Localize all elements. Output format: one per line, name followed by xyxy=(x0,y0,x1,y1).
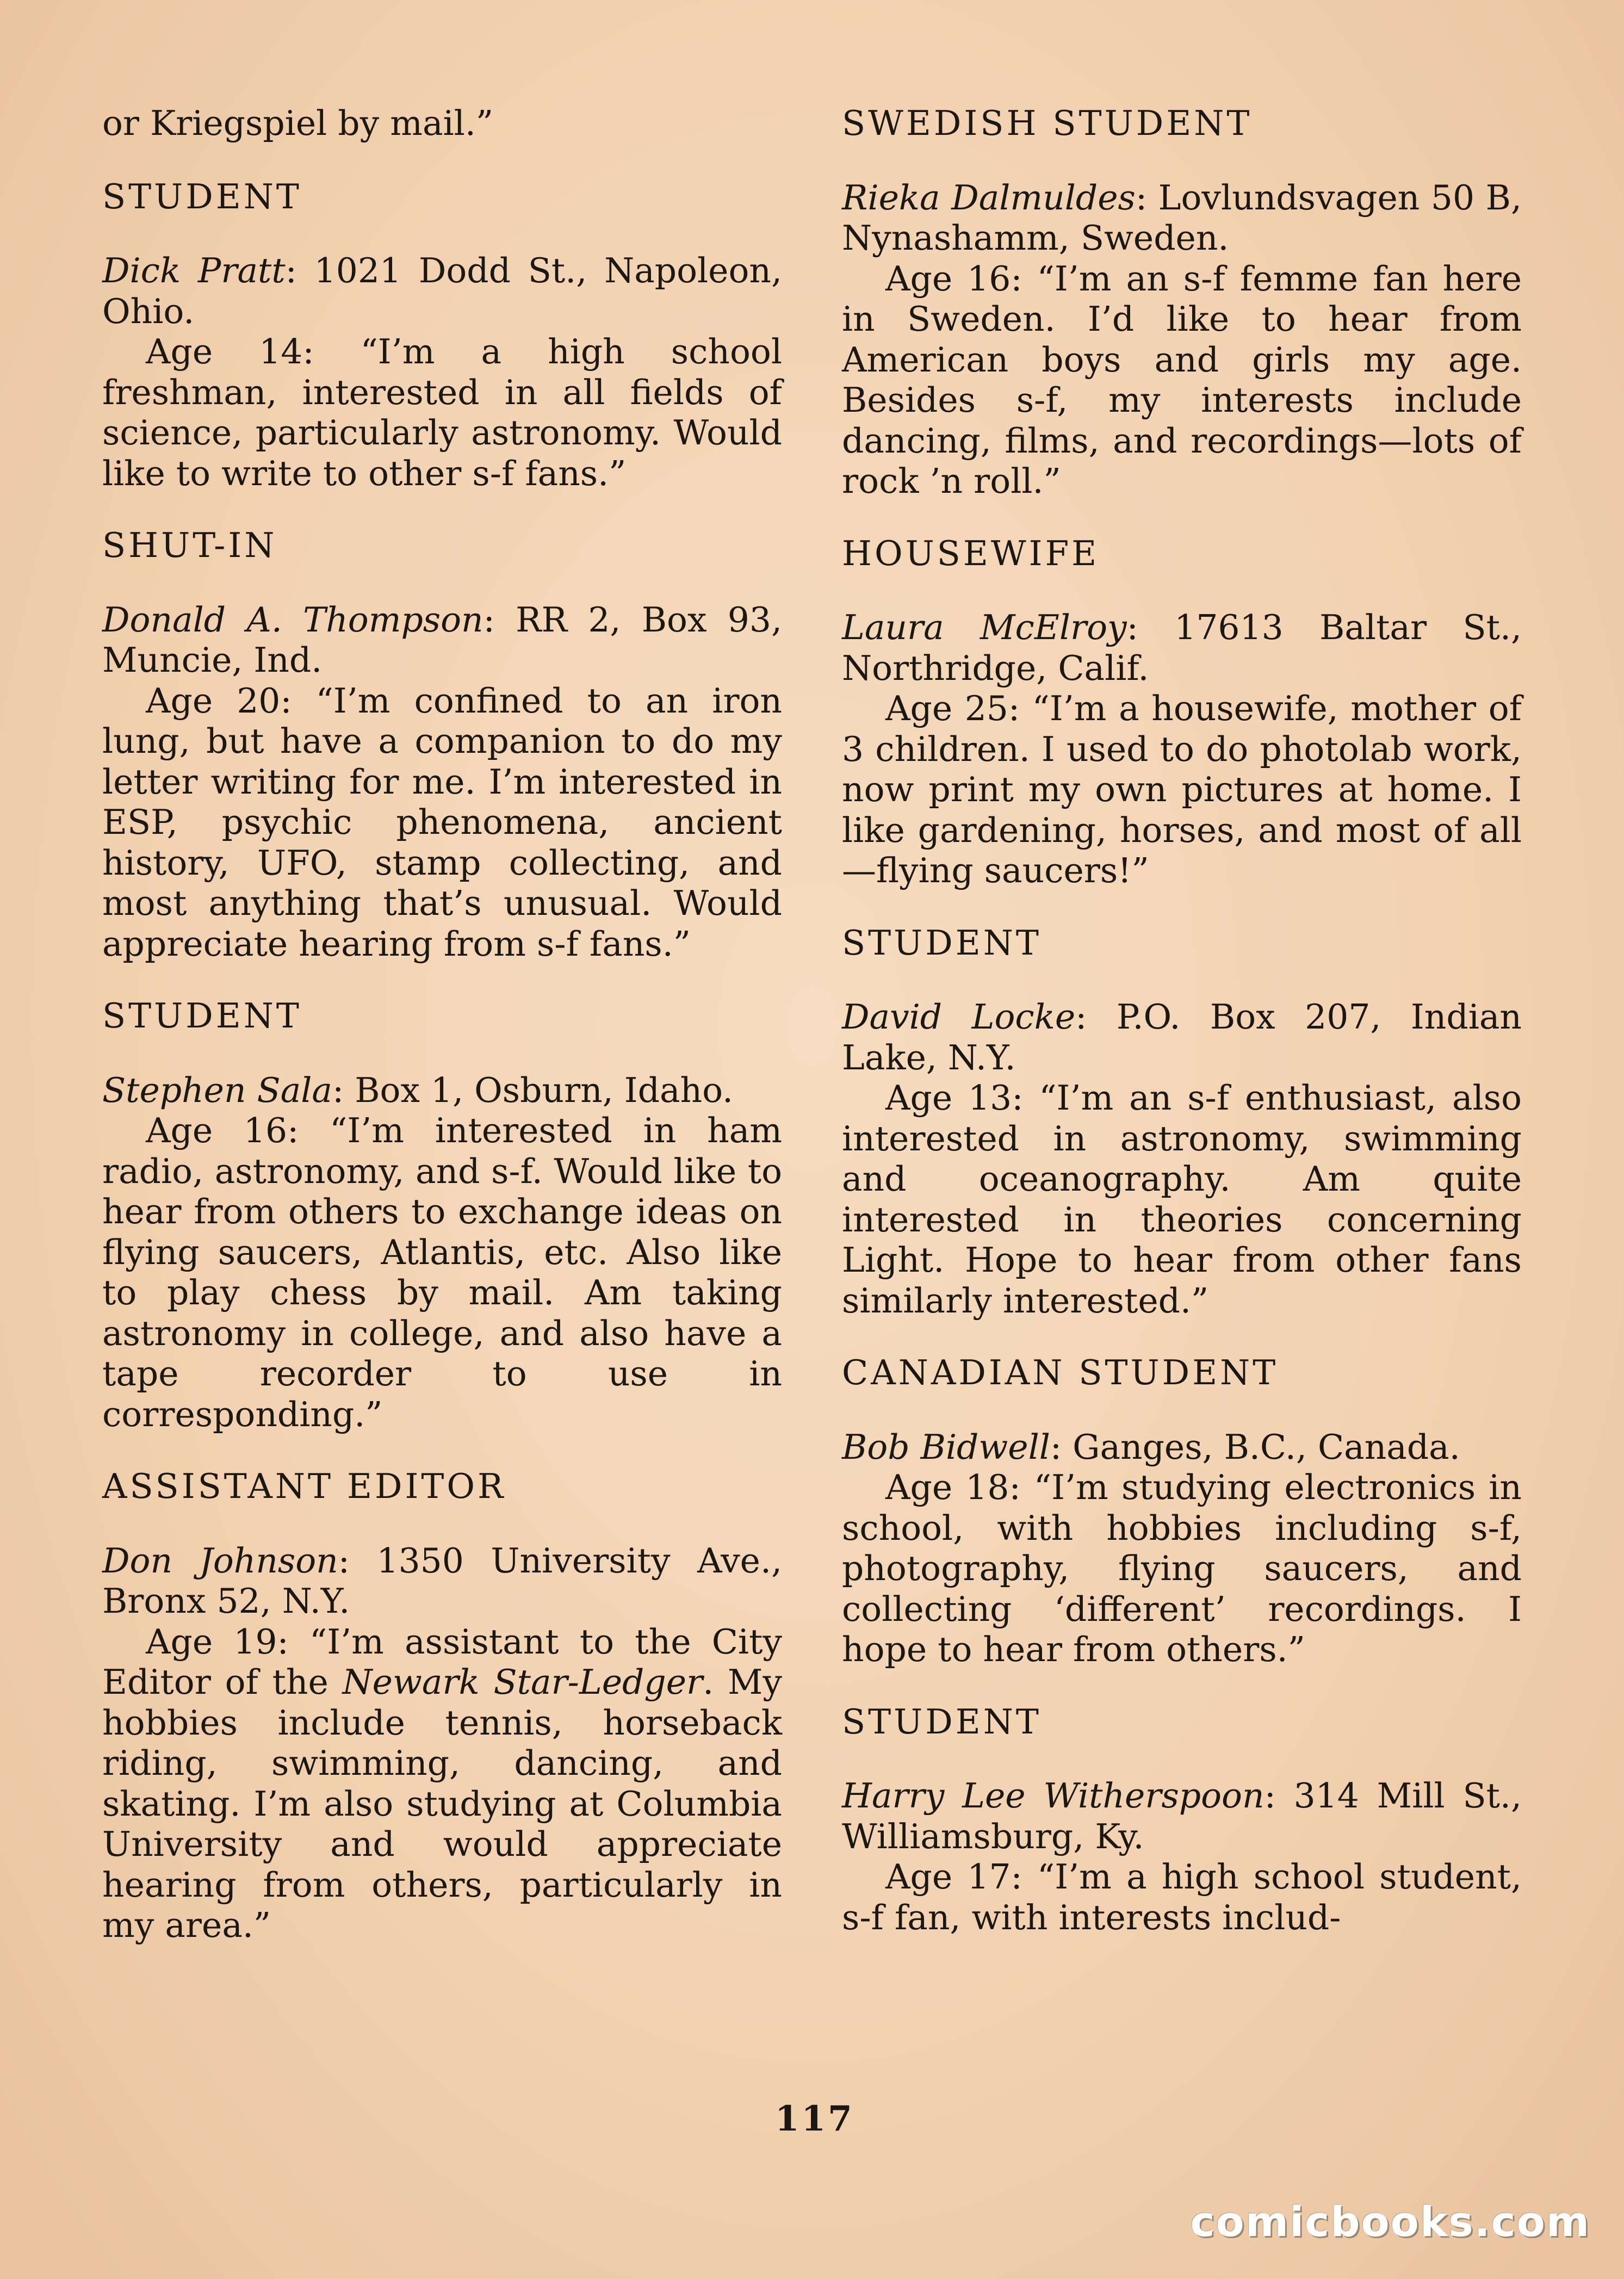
entry-name: Bob Bidwell xyxy=(842,1427,1050,1467)
entry-body xyxy=(102,1622,782,1946)
right-column xyxy=(842,103,1522,1970)
entry-address-line xyxy=(842,608,1522,689)
entry-name: Don Johnson xyxy=(102,1540,338,1581)
entry-address: : P.O. Box 207, Indian Lake, N.Y. xyxy=(842,997,1522,1077)
entry-heading: ASSISTANT EDITOR xyxy=(102,1466,506,1506)
entry-address: : Box 1, Osburn, Idaho. xyxy=(332,1070,733,1110)
entry-body-text: Age 19: “I’m assistant to the City Editor of the xyxy=(102,1621,782,1702)
entry-address: : 1350 University Ave., Bronx 52, N.Y. xyxy=(102,1540,782,1621)
entry-address-line xyxy=(102,1070,782,1111)
entry-body: Age 25: “I’m a housewife, mother of 3 children. I used to do photolab work, now print my own pictures at home. I like gardening, horses, and most of all—flying saucers!” xyxy=(842,689,1522,890)
entry-heading: STUDENT xyxy=(102,176,302,216)
entry-name: Harry Lee Witherspoon xyxy=(842,1776,1265,1816)
entry-name: Dick Pratt xyxy=(102,251,286,290)
entry-address-line xyxy=(842,1776,1522,1857)
entry-address: : 1021 Dodd St., Napoleon, Ohio. xyxy=(102,251,782,331)
entry-address-line xyxy=(102,600,782,681)
entry-body: Age 17: “I’m a high school student, s-f fan, with interests includ- xyxy=(842,1857,1522,1937)
entry-body: Age 16: “I’m an s-f femme fan here in Sweden. I’d like to hear from American boys and girls my age. Besides s-f, my interests include dancing, films, and recordings—lots of rock ’n roll.” xyxy=(842,258,1522,501)
entry-address: : Lovlundsvagen 50 B, Nynashamm, Sweden. xyxy=(842,177,1522,258)
entry-body: Age 20: “I’m confined to an iron lung, but have a companion to do my letter writing for me. I’m interested in ESP, psychic phenomena, ancient history, UFO, stamp collecting, and most anything that’s unusual. Would appreciate hearing from s-f fans.” xyxy=(102,680,782,964)
entry-name: Donald A. Thompson xyxy=(102,599,484,640)
entry-heading: STUDENT xyxy=(842,1701,1042,1742)
pen-pal-entry xyxy=(102,996,782,1435)
page-number: 117 xyxy=(775,2098,854,2139)
pen-pal-entry xyxy=(842,103,1522,502)
pen-pal-entry xyxy=(102,177,782,494)
watermark-logo: comicbooks.com xyxy=(1190,2197,1590,2246)
entry-heading: STUDENT xyxy=(842,922,1042,963)
entry-heading: SWEDISH STUDENT xyxy=(842,103,1253,143)
entry-address-line xyxy=(102,251,782,332)
pen-pal-entry xyxy=(102,1466,782,1946)
entry-body: Age 14: “I’m a high school freshman, interested in all fields of science, particularly astronomy. Would like to write to other s-f fans.” xyxy=(102,332,782,493)
entry-body: Age 16: “I’m interested in ham radio, astronomy, and s-f. Would like to hear from others to exchange ideas on flying saucers, Atlantis, etc. Also like to play chess by mail. Am taking astronomy in college, and also have a tape recorder to use in corresponding.” xyxy=(102,1111,782,1434)
entry-address: : 17613 Baltar St., Northridge, Calif. xyxy=(842,608,1522,688)
entry-heading: STUDENT xyxy=(102,996,302,1036)
pen-pal-entry xyxy=(842,1702,1522,1939)
entry-address-line xyxy=(842,1427,1522,1468)
entry-heading: SHUT-IN xyxy=(102,525,277,565)
entry-body: Age 13: “I’m an s-f enthusiast, also interested in astronomy, swimming and oceanography. Am quite interested in theories concerning Light. Hope to hear from other fans similarly interested.” xyxy=(842,1078,1522,1321)
entry-address-line xyxy=(842,178,1522,259)
newspaper-title: Newark Star-Ledger xyxy=(342,1662,703,1702)
continued-text: or Kriegspiel by mail.” xyxy=(102,103,494,143)
pen-pal-entry xyxy=(102,525,782,964)
entry-address: : RR 2, Box 93, Muncie, Ind. xyxy=(102,599,782,680)
left-column xyxy=(102,103,782,1978)
pen-pal-entry xyxy=(842,1353,1522,1670)
entry-name: David Locke xyxy=(842,997,1076,1037)
pen-pal-entry xyxy=(842,923,1522,1322)
entry-name: Stephen Sala xyxy=(102,1070,332,1110)
entry-address-line xyxy=(842,997,1522,1078)
entry-address: : 314 Mill St., Williamsburg, Ky. xyxy=(842,1776,1522,1856)
entry-name: Rieka Dalmuldes xyxy=(842,177,1136,218)
pen-pal-entry xyxy=(842,534,1522,891)
entry-body-text: . My hobbies include tennis, horseback riding, swimming, dancing, and skating. I’m also studying at Columbia University and would appreciate hearing from others, particularly in my area.” xyxy=(102,1662,782,1945)
entry-heading: CANADIAN STUDENT xyxy=(842,1353,1279,1392)
entry-address: : Ganges, B.C., Canada. xyxy=(1050,1427,1460,1467)
entry-heading: HOUSEWIFE xyxy=(842,533,1100,573)
entry-name: Laura McElroy xyxy=(842,608,1127,647)
entry-body: Age 18: “I’m studying electronics in school, with hobbies including s-f, photography, flying saucers, and collecting ‘different’ recordings. I hope to hear from others.” xyxy=(842,1467,1522,1669)
entry-address-line xyxy=(102,1541,782,1622)
